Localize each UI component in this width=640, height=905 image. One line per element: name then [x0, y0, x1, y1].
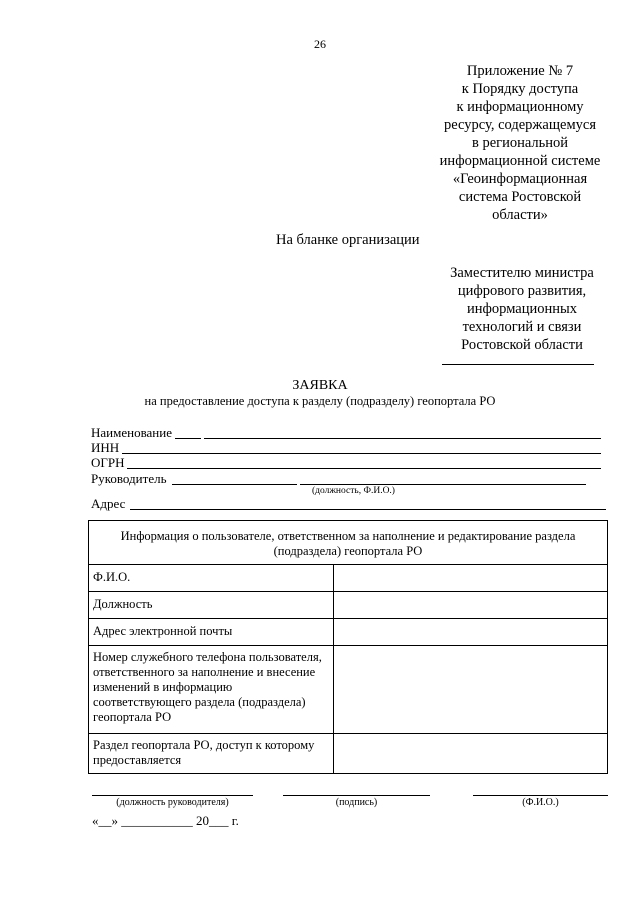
- name-label: Наименование: [91, 425, 172, 440]
- document-title: ЗАЯВКА: [292, 378, 348, 393]
- addressee-line: технологий и связи: [462, 319, 582, 335]
- appendix-note: [430, 62, 610, 224]
- head-caption: (должность, Ф.И.О.): [312, 486, 395, 496]
- table-row-value[interactable]: [334, 619, 608, 646]
- ogrn-input-line[interactable]: [127, 468, 601, 469]
- appendix-line: информационной системе: [439, 153, 601, 169]
- appendix-line: в региональной: [471, 135, 569, 151]
- table-row-label: Раздел геопортала РО, доступ к которому предоставляется: [89, 734, 334, 774]
- inn-label: ИНН: [91, 440, 120, 455]
- inn-input-line[interactable]: [122, 453, 601, 454]
- appendix-line: Приложение № 7: [466, 63, 574, 79]
- table-row-value[interactable]: [334, 592, 608, 619]
- addressee-signature-line: [442, 364, 594, 365]
- appendix-line: области»: [492, 207, 548, 223]
- table-row-value[interactable]: [334, 646, 608, 734]
- document-subtitle: на предоставление доступа к разделу (подразделу) геопортала РО: [144, 394, 496, 408]
- fio-signature-line[interactable]: [473, 795, 608, 796]
- table-row-value[interactable]: [334, 734, 608, 774]
- appendix-line: ресурсу, содержащемуся: [443, 117, 596, 133]
- position-caption: (должность руководителя): [116, 797, 229, 808]
- head-line-short: [172, 484, 297, 485]
- addressee-block: [432, 264, 612, 354]
- name-line-short: [175, 438, 201, 439]
- appendix-line: к Порядку доступа: [461, 81, 579, 97]
- name-input-line[interactable]: [204, 438, 601, 439]
- addressee-line: Ростовской области: [461, 337, 583, 353]
- signature-caption: (подпись): [335, 797, 378, 808]
- address-input-line[interactable]: [130, 509, 606, 510]
- date-line[interactable]: «__» ___________ 20___ г.: [92, 813, 239, 828]
- fio-caption: (Ф.И.О.): [522, 797, 559, 808]
- addressee-line: информационных: [467, 301, 577, 317]
- addressee-line: цифрового развития,: [457, 283, 587, 299]
- head-label: Руководитель: [91, 471, 167, 486]
- signature-line[interactable]: [283, 795, 430, 796]
- ogrn-label: ОГРН: [91, 455, 125, 470]
- user-info-table: [88, 520, 608, 774]
- table-row-label: Адрес электронной почты: [89, 619, 334, 646]
- letterhead-note: На бланке организации: [276, 232, 420, 248]
- appendix-line: «Геоинформационная: [452, 171, 588, 187]
- page-number: 26: [314, 37, 326, 51]
- position-signature-line[interactable]: [92, 795, 253, 796]
- table-row-value[interactable]: [334, 565, 608, 592]
- head-input-line[interactable]: [300, 484, 586, 485]
- appendix-line: к информационному: [456, 99, 584, 115]
- addressee-line: Заместителю министра: [450, 265, 594, 281]
- table-row-label: Ф.И.О.: [89, 565, 334, 592]
- table-row-label: Номер служебного телефона пользователя, ответственного за наполнение и внесение изменений в информацию соответствующего раздела (подраздела) геопортала РО: [89, 646, 334, 734]
- appendix-line: система Ростовской: [458, 189, 582, 205]
- table-header: Информация о пользователе, ответственном за наполнение и редактирование раздела (подраздела) геопортала РО: [89, 521, 608, 565]
- table-row-label: Должность: [89, 592, 334, 619]
- address-label: Адрес: [91, 496, 126, 511]
